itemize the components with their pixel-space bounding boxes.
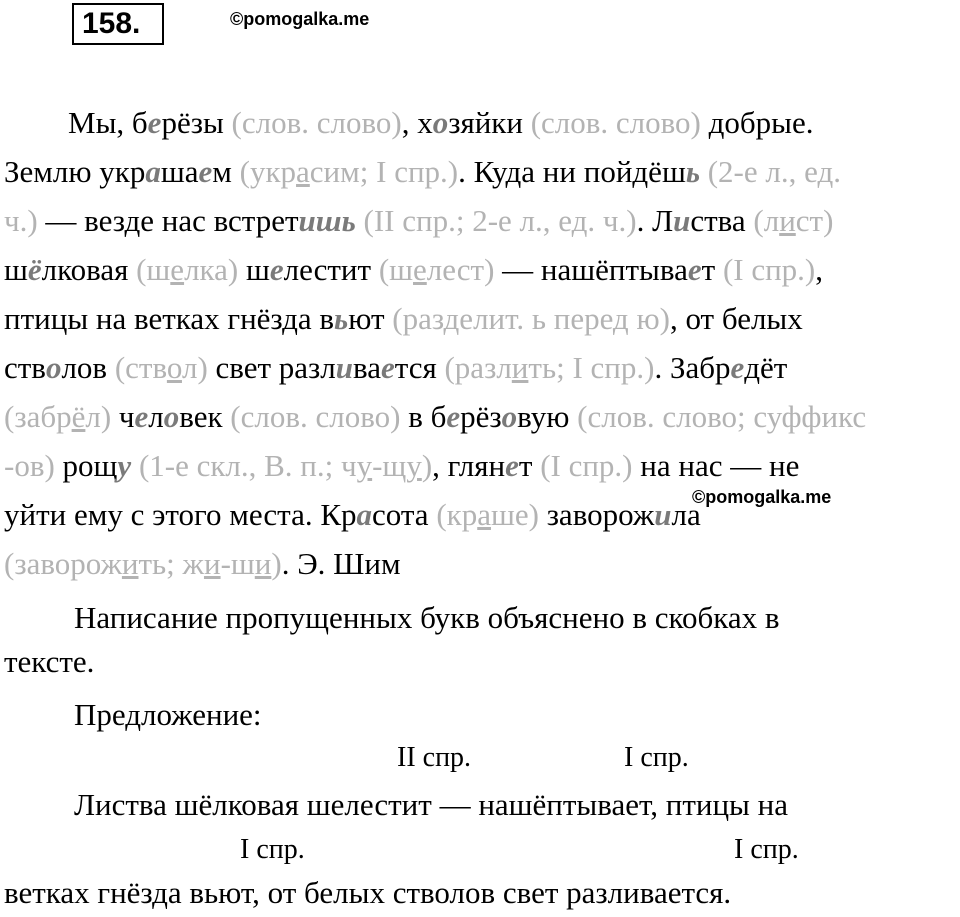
explanation-hint: (слов. слово) bbox=[230, 399, 401, 434]
check-letter: и bbox=[203, 546, 221, 581]
text-run: лковая bbox=[41, 252, 137, 287]
inserted-letter: е bbox=[687, 252, 702, 287]
sentence-label: Предложение: bbox=[74, 697, 262, 732]
inserted-letter: о bbox=[163, 399, 180, 434]
check-letter: е bbox=[170, 252, 185, 287]
explanation-hint: л) bbox=[181, 350, 208, 385]
text-run: . Э. Шим bbox=[281, 546, 401, 581]
text-run: . Куда ни пойдёш bbox=[458, 154, 686, 189]
explanation-hint: (ш bbox=[378, 252, 414, 287]
text-line bbox=[0, 103, 960, 143]
text-run: рёз bbox=[460, 399, 502, 434]
check-letter: у bbox=[406, 448, 422, 483]
text-run: сота bbox=[372, 497, 437, 532]
conjugation-label: I спр. bbox=[734, 834, 799, 865]
text-run: м bbox=[212, 154, 240, 189]
explanation-hint: ше) bbox=[490, 497, 539, 532]
text-run: Мы, б bbox=[68, 105, 148, 140]
text-run: ла bbox=[671, 497, 701, 532]
text-run: . Забр bbox=[654, 350, 731, 385]
explanation-hint: (укр bbox=[239, 154, 297, 189]
inserted-letter: о bbox=[45, 350, 62, 385]
text-run: дёт bbox=[744, 350, 788, 385]
text-run: заворож bbox=[538, 497, 655, 532]
text-run: на нас — не bbox=[632, 448, 800, 483]
inserted-letter: а bbox=[145, 154, 161, 189]
text-run: т bbox=[701, 252, 723, 287]
explanation-hint: ) bbox=[271, 546, 282, 581]
explanation-hint: (I спр.) bbox=[722, 252, 816, 287]
inserted-letter: е bbox=[198, 154, 213, 189]
text-run: рощ bbox=[54, 448, 118, 483]
explanation-hint: лест) bbox=[426, 252, 495, 287]
explanation-hint: (слов. слово; суффикс bbox=[577, 399, 867, 434]
check-letter: е bbox=[413, 252, 427, 287]
text-run bbox=[131, 448, 139, 483]
explanation-hint: (л bbox=[753, 203, 780, 238]
explanation-hint: (ш bbox=[136, 252, 171, 287]
explanation-hint: ть; I спр.) bbox=[528, 350, 655, 385]
text-run: , от белых bbox=[669, 301, 803, 336]
text-run: ств bbox=[4, 350, 46, 385]
text-run: ш bbox=[238, 252, 270, 287]
text-run: свет разл bbox=[207, 350, 336, 385]
text-line bbox=[0, 250, 960, 290]
check-letter: а bbox=[477, 497, 491, 532]
text-line bbox=[0, 544, 960, 584]
inserted-letter: о bbox=[432, 105, 449, 140]
text-run: добрые. bbox=[700, 105, 814, 140]
text-run: , bbox=[815, 252, 824, 287]
inserted-letter: е bbox=[505, 448, 519, 483]
watermark-overlay: ©pomogalka.me bbox=[692, 487, 832, 507]
text-run: ства bbox=[690, 203, 754, 238]
explanation-hint: ть; ж bbox=[138, 546, 204, 581]
text-run: л bbox=[148, 399, 164, 434]
inserted-letter: ь bbox=[334, 301, 349, 336]
explanation-hint: ) bbox=[421, 448, 433, 483]
check-letter: и bbox=[121, 546, 139, 581]
explanation-hint: (слов. слово) bbox=[530, 105, 701, 140]
text-line bbox=[0, 299, 960, 339]
text-run: — везде нас встрет bbox=[37, 203, 299, 238]
check-letter: и bbox=[511, 350, 529, 385]
inserted-letter: ишь bbox=[298, 203, 356, 238]
explanation-hint: (забр bbox=[4, 399, 72, 434]
explanation-hint: ч.) bbox=[4, 203, 38, 238]
inserted-letter: е bbox=[147, 105, 162, 140]
explanation-hint: ст) bbox=[795, 203, 834, 238]
text-run: т bbox=[518, 448, 541, 483]
inserted-letter: е bbox=[269, 252, 284, 287]
text-run: ш bbox=[4, 252, 28, 287]
sentence-line-2: ветках гнёзда вьют, от белых стволов свет разливается. bbox=[4, 875, 732, 910]
check-letter: ё bbox=[71, 399, 86, 434]
check-letter: а bbox=[296, 154, 310, 189]
inserted-letter: ь bbox=[685, 154, 700, 189]
explanation-hint: (разделит. ь перед ю) bbox=[392, 301, 670, 336]
explanation-hint: (ств bbox=[114, 350, 167, 385]
explanation-line-1: Написание пропущенных букв объяснено в скобках в bbox=[74, 600, 780, 635]
inserted-letter: и bbox=[654, 497, 672, 532]
explanation-hint: (II спр.; 2-е л., ед. ч.) bbox=[363, 203, 637, 238]
sentence-line-1: Листва шёлковая шелестит — нашёптывает, птицы на bbox=[74, 787, 788, 822]
check-letter: и bbox=[779, 203, 796, 238]
explanation-hint: (разл bbox=[444, 350, 512, 385]
check-letter: и bbox=[254, 546, 272, 581]
text-line bbox=[0, 152, 960, 192]
inserted-letter: е bbox=[446, 399, 461, 434]
text-run: птицы на ветках гнёзда в bbox=[4, 301, 335, 336]
text-run bbox=[700, 154, 708, 189]
text-line bbox=[0, 446, 960, 486]
explanation-hint: сим; I спр.) bbox=[309, 154, 459, 189]
inserted-letter: и bbox=[673, 203, 691, 238]
text-run bbox=[356, 203, 364, 238]
text-run: век bbox=[179, 399, 231, 434]
text-line bbox=[0, 397, 960, 437]
text-run: вую bbox=[517, 399, 578, 434]
explanation-hint: (слов. слово) bbox=[231, 105, 402, 140]
text-run: в б bbox=[400, 399, 447, 434]
inserted-letter: ё bbox=[27, 252, 42, 287]
explanation-hint: -щ bbox=[372, 448, 407, 483]
check-letter: у bbox=[356, 448, 373, 483]
inserted-letter: у bbox=[117, 448, 132, 483]
explanation-hint: -ов) bbox=[4, 448, 55, 483]
explanation-hint: (кр bbox=[436, 497, 478, 532]
text-run: , х bbox=[401, 105, 433, 140]
conjugation-label: I спр. bbox=[624, 742, 689, 773]
inserted-letter: е bbox=[730, 350, 745, 385]
text-run: лов bbox=[61, 350, 115, 385]
inserted-letter: о bbox=[501, 399, 518, 434]
conjugation-label: II спр. bbox=[397, 742, 472, 773]
explanation-hint: лка) bbox=[184, 252, 239, 287]
explanation-line-2: тексте. bbox=[4, 644, 95, 679]
text-run: лестит bbox=[283, 252, 379, 287]
explanation-hint: (2-е л., ед. bbox=[707, 154, 841, 189]
text-run: тся bbox=[394, 350, 445, 385]
conjugation-label: I спр. bbox=[240, 834, 305, 865]
text-run: ч bbox=[111, 399, 135, 434]
explanation-hint: (1-е скл., В. п.; ч bbox=[138, 448, 357, 483]
explanation-hint: (I спр.) bbox=[540, 448, 633, 483]
text-run: . Л bbox=[636, 203, 674, 238]
text-run: ва bbox=[353, 350, 382, 385]
text-line bbox=[0, 348, 960, 388]
inserted-letter: а bbox=[356, 497, 373, 532]
inserted-letter: е bbox=[134, 399, 149, 434]
text-run: зяйки bbox=[448, 105, 531, 140]
text-run: , глян bbox=[432, 448, 506, 483]
exercise-number: 158. bbox=[72, 3, 164, 45]
explanation-hint: -ш bbox=[220, 546, 255, 581]
explanation-hint: (заворож bbox=[4, 546, 122, 581]
text-run: Землю укр bbox=[4, 154, 146, 189]
text-run: ют bbox=[348, 301, 393, 336]
check-letter: о bbox=[166, 350, 182, 385]
text-run: уйти ему с этого места. Кр bbox=[4, 497, 357, 532]
text-run: рёзы bbox=[161, 105, 232, 140]
inserted-letter: е bbox=[381, 350, 395, 385]
text-run: — нашёптыва bbox=[494, 252, 688, 287]
explanation-hint: л) bbox=[85, 399, 112, 434]
text-line bbox=[0, 201, 960, 241]
text-run: ша bbox=[160, 154, 199, 189]
watermark: ©pomogalka.me bbox=[230, 9, 370, 29]
inserted-letter: и bbox=[335, 350, 354, 385]
